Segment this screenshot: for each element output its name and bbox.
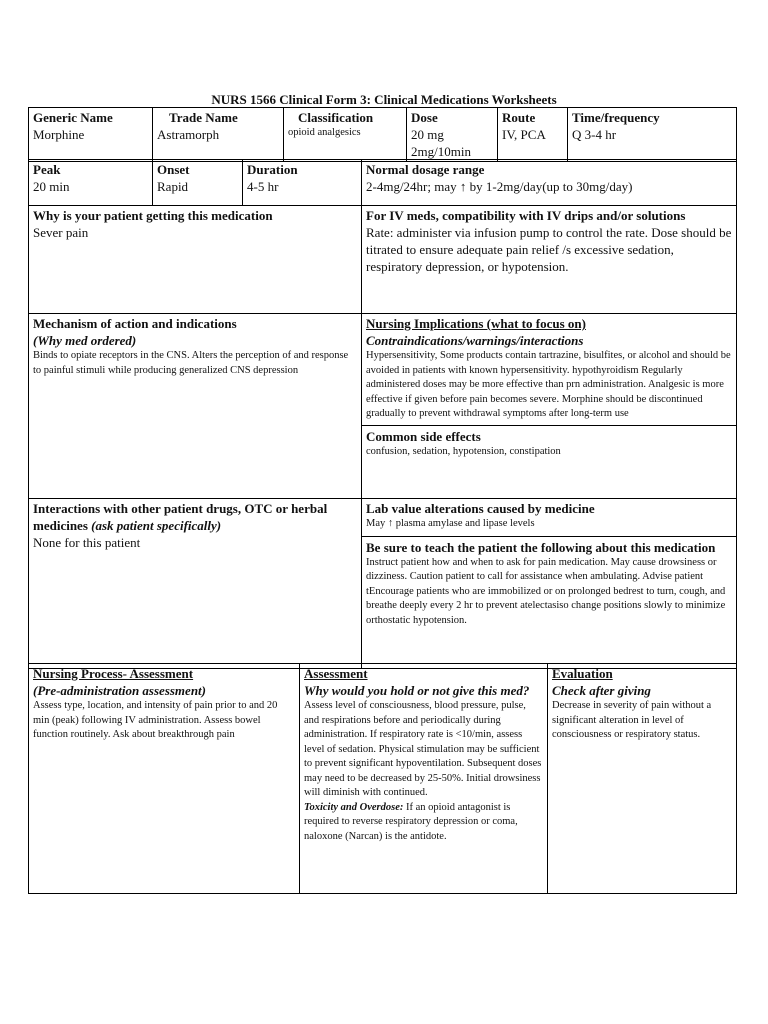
nursing-implications-value: Hypersensitivity, Some products contain tartrazine, bisulfites, or alcohol and should be avoided in patients with known hypersensitivity. hypothyroidism Regularly administered doses may be more effective than prn administration. Analgesic is more effective if given before pain becomes severe. Morphine should be discontinued gradually to prevent withdrawal symptoms after long-term use	[366, 350, 731, 419]
normal-dosage-value: 2-4mg/24hr; may ↑ by 1-2mg/day(up to 30mg/day)	[366, 179, 633, 194]
why-value: Sever pain	[33, 225, 89, 240]
side-effects-value: confusion, sedation, hypotension, constipation	[366, 445, 561, 457]
interactions-heading-text: Interactions with other patient drugs, OTC or herbal medicines	[33, 501, 328, 533]
np-assessment-heading: Nursing Process- Assessment	[33, 666, 194, 681]
interactions-value: None for this patient	[33, 535, 141, 550]
toxicity-label: Toxicity and Overdose:	[304, 801, 404, 813]
time-frequency-label: Time/frequency	[572, 110, 660, 125]
iv-compatibility-value: Rate: administer via infusion pump to control the rate. Dose should be titrated to ensure adequate pain relief /s excessive sedation, respiratory depression, or hypotension.	[366, 225, 732, 274]
teach-heading: Be sure to teach the patient the following about this medication	[366, 539, 716, 555]
generic-name-value: Morphine	[33, 127, 85, 142]
toxicity-value: If an opioid antagonist is required to reverse respiratory depression or coma, naloxone (Narcan) is the antidote.	[304, 801, 518, 842]
teach-value: Instruct patient how and when to ask for pain medication. May cause drowsiness or dizziness. Caution patient to call for assistance when ambulating. Advise patient tEncourage patients who are immobilized or on prolonged bedrest to turn, cough, and breathe deeply every 2 hr to prevent atelectasiso change positions slowly to minimize orthostatic hypotension.	[366, 556, 726, 626]
evaluation-heading: Evaluation	[552, 666, 613, 681]
why-cell	[29, 206, 362, 314]
form-title: NURS 1566 Clinical Form 3: Clinical Medications Worksheets	[211, 92, 557, 107]
generic-name-cell	[29, 108, 153, 162]
lab-and-teaching-cell	[362, 499, 737, 669]
normal-dosage-label: Normal dosage range	[366, 162, 485, 177]
mechanism-subheading: (Why med ordered)	[33, 333, 137, 348]
classification-value: opioid analgesics	[288, 127, 361, 138]
medication-details-table	[28, 205, 737, 669]
route-value: IV, PCA	[502, 127, 546, 142]
mechanism-value: Binds to opiate receptors in the CNS. Alters the perception of and response to painful stimuli while producing generalized CNS depression	[33, 350, 349, 376]
side-effects-heading: Common side effects	[366, 428, 481, 444]
nursing-implications-heading: Nursing Implications (what to focus on)	[366, 316, 586, 331]
nursing-implications-cell	[362, 314, 737, 499]
duration-label: Duration	[247, 162, 298, 177]
classification-label: Classification	[298, 110, 374, 125]
drug-info-table	[28, 107, 737, 162]
generic-name-label: Generic Name	[33, 110, 113, 125]
side-effects-section	[362, 425, 736, 460]
normal-dosage-cell	[362, 160, 737, 206]
kinetics-table	[28, 159, 737, 206]
why-heading: Why is your patient getting this medication	[33, 208, 273, 223]
dose-label: Dose	[411, 110, 438, 125]
trade-name-value: Astramorph	[157, 127, 220, 142]
interactions-heading	[33, 500, 357, 534]
iv-compatibility-heading: For IV meds, compatibility with IV drips and/or solutions	[366, 208, 686, 223]
time-frequency-value: Q 3-4 hr	[572, 127, 617, 142]
interactions-heading-italic: (ask patient specifically)	[91, 518, 222, 533]
onset-value: Rapid	[157, 179, 189, 194]
duration-value: 4-5 hr	[247, 179, 279, 194]
peak-label: Peak	[33, 162, 61, 177]
assessment-subheading: Why would you hold or not give this med?	[304, 683, 530, 698]
peak-value: 20 min	[33, 179, 70, 194]
teaching-section	[362, 536, 736, 629]
onset-cell	[153, 160, 243, 206]
trade-name-label: Trade Name	[169, 110, 238, 125]
dose-value: 20 mg	[411, 127, 444, 142]
route-label: Route	[502, 110, 536, 125]
lab-heading: Lab value alterations caused by medicine	[366, 501, 595, 516]
trade-name-cell	[153, 108, 284, 162]
nursing-process-table	[28, 663, 737, 894]
classification-cell	[284, 108, 407, 162]
np-assessment-value: Assess type, location, and intensity of pain prior to and 20 min (peak) following IV administration. Assess bowel function routinely. Ask about breakthrough pain	[33, 700, 278, 740]
assessment-heading: Assessment	[304, 666, 368, 681]
contraindications-subheading: Contraindications/warnings/interactions	[366, 333, 584, 348]
duration-cell	[243, 160, 362, 206]
dose-cell	[407, 108, 498, 162]
route-cell	[498, 108, 568, 162]
peak-cell	[29, 160, 153, 206]
onset-label: Onset	[157, 162, 190, 177]
interactions-cell	[29, 499, 362, 669]
pre-administration-cell	[29, 664, 300, 894]
evaluation-value: Decrease in severity of pain without a significant alteration in level of consciousness or respiratory status.	[552, 700, 712, 740]
iv-compatibility-cell	[362, 206, 737, 314]
evaluation-cell	[548, 664, 737, 894]
dose-rate-value: 2mg/10min	[411, 144, 471, 159]
time-frequency-cell	[568, 108, 737, 162]
lab-value: May ↑ plasma amylase and lipase levels	[366, 518, 535, 529]
np-assessment-subheading: (Pre-administration assessment)	[33, 683, 206, 698]
mechanism-heading: Mechanism of action and indications	[33, 316, 237, 331]
hold-assessment-cell	[300, 664, 548, 894]
evaluation-subheading: Check after giving	[552, 683, 651, 698]
toxicity-paragraph	[304, 801, 543, 845]
assessment-value: Assess level of consciousness, blood pressure, pulse, and respirations before and periodically during administration. If respiratory rate is <10/min, assess level of sedation. Physical stimulation may be sufficient to prevent significant hypoventilation. Subsequent doses may need to be decreased by 25-50%. Initial drowsiness will diminish with continued.	[304, 700, 542, 798]
mechanism-cell	[29, 314, 362, 499]
